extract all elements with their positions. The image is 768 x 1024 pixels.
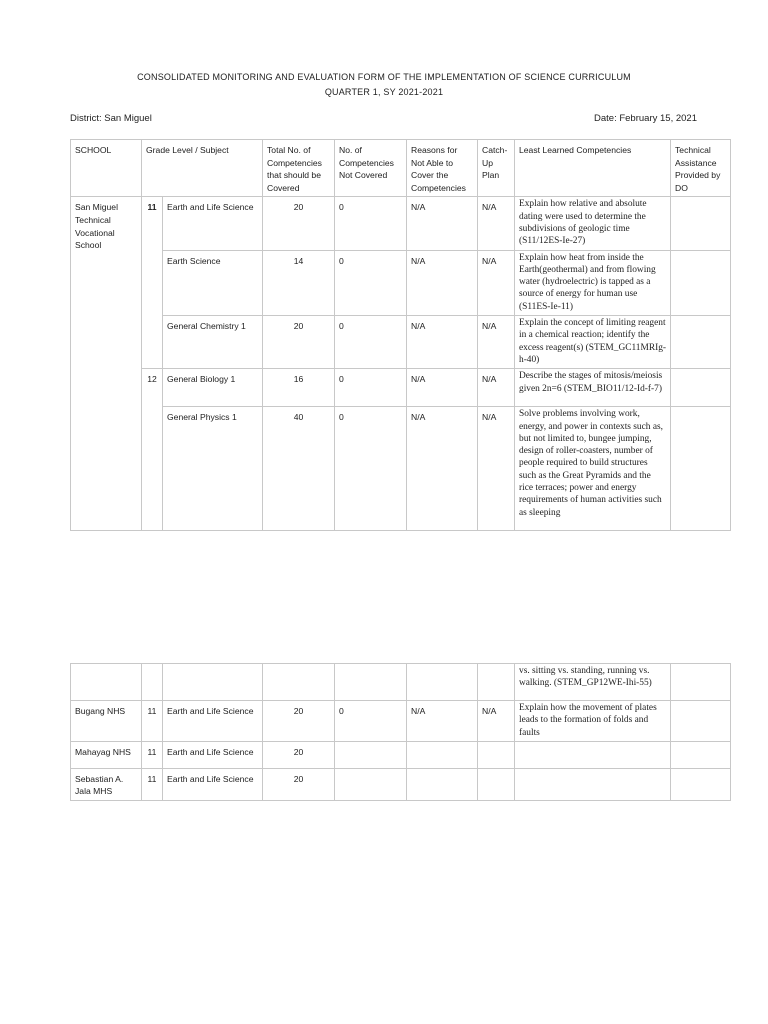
grade-cell: 11	[142, 768, 163, 800]
not-covered-cell: 0	[335, 197, 407, 250]
not-covered-cell	[335, 741, 407, 768]
total-cell: 20	[263, 741, 335, 768]
table-row	[71, 701, 731, 742]
not-covered-cell: 0	[335, 316, 407, 369]
catch-up-cell: N/A	[478, 316, 515, 369]
table-row	[71, 741, 731, 768]
subject-cell: General Biology 1	[163, 369, 263, 407]
not-covered-cell: 0	[335, 369, 407, 407]
least-learned-cell: Describe the stages of mitosis/meiosis given 2n=6 (STEM_BIO11/12-Id-f-7)	[515, 369, 671, 407]
least-learned-cell: Explain the concept of limiting reagent in a chemical reaction; identify the excess reagent(s) (STEM_GC11MRIg-h-40)	[515, 316, 671, 369]
total-cell: 20	[263, 768, 335, 800]
header-total: Total No. of Competencies that should be Covered	[263, 140, 335, 197]
not-covered-cell: 0	[335, 701, 407, 742]
district-label: District: San Miguel	[70, 113, 152, 124]
reasons-cell: N/A	[407, 701, 478, 742]
total-cell	[263, 664, 335, 701]
reasons-cell: N/A	[407, 369, 478, 407]
table-row	[71, 197, 731, 250]
reasons-cell: N/A	[407, 250, 478, 315]
table-row	[71, 316, 731, 369]
least-learned-cell: vs. sitting vs. standing, running vs. walking. (STEM_GP12WE-Ihi-55)	[515, 664, 671, 701]
header-row	[71, 140, 731, 197]
technical-cell	[671, 197, 731, 250]
catch-up-cell	[478, 741, 515, 768]
continuation-row	[71, 664, 731, 701]
grade-cell	[142, 664, 163, 701]
reasons-cell	[407, 664, 478, 701]
header-not-covered: No. of Competencies Not Covered	[335, 140, 407, 197]
technical-cell	[671, 316, 731, 369]
reasons-cell: N/A	[407, 407, 478, 531]
subject-cell	[163, 664, 263, 701]
grade-cell: 11	[142, 197, 163, 369]
table-row	[71, 250, 731, 315]
not-covered-cell: 0	[335, 250, 407, 315]
catch-up-cell: N/A	[478, 701, 515, 742]
monitoring-table-page2	[70, 663, 731, 801]
grade-cell: 12	[142, 369, 163, 531]
header-school: SCHOOL	[71, 140, 142, 197]
header-reasons: Reasons for Not Able to Cover the Competencies	[407, 140, 478, 197]
grade-cell: 11	[142, 741, 163, 768]
school-cell: Bugang NHS	[71, 701, 142, 742]
subject-cell: Earth and Life Science	[163, 741, 263, 768]
least-learned-cell	[515, 741, 671, 768]
least-learned-cell: Explain how the movement of plates leads to the formation of folds and faults	[515, 701, 671, 742]
school-cell: San Miguel Technical Vocational School	[71, 197, 142, 531]
header-technical: Technical Assistance Provided by DO	[671, 140, 731, 197]
total-cell: 20	[263, 197, 335, 250]
least-learned-cell: Solve problems involving work, energy, and power in contexts such as, but not limited to, bungee jumping, design of roller-coasters, number of people required to build structures such as the Great Pyramids and the rice terraces; power and energy requirements of human activities such as sleeping	[515, 407, 671, 531]
technical-cell	[671, 664, 731, 701]
subject-cell: Earth and Life Science	[163, 768, 263, 800]
technical-cell	[671, 701, 731, 742]
table-row	[71, 369, 731, 407]
form-subtitle: QUARTER 1, SY 2021-2021	[324, 87, 444, 97]
school-cell: Mahayag NHS	[71, 741, 142, 768]
school-cell	[71, 664, 142, 701]
technical-cell	[671, 250, 731, 315]
catch-up-cell	[478, 768, 515, 800]
technical-cell	[671, 741, 731, 768]
total-cell: 14	[263, 250, 335, 315]
catch-up-cell: N/A	[478, 250, 515, 315]
not-covered-cell	[335, 664, 407, 701]
technical-cell	[671, 369, 731, 407]
total-cell: 16	[263, 369, 335, 407]
technical-cell	[671, 768, 731, 800]
subject-cell: General Physics 1	[163, 407, 263, 531]
catch-up-cell	[478, 664, 515, 701]
subject-cell: Earth Science	[163, 250, 263, 315]
not-covered-cell: 0	[335, 407, 407, 531]
technical-cell	[671, 407, 731, 531]
least-learned-cell: Explain how relative and absolute dating were used to determine the subdivisions of geologic time (S11/12ES-Ie-27)	[515, 197, 671, 250]
table-row	[71, 768, 731, 800]
not-covered-cell	[335, 768, 407, 800]
subject-cell: Earth and Life Science	[163, 701, 263, 742]
reasons-cell: N/A	[407, 197, 478, 250]
form-title: CONSOLIDATED MONITORING AND EVALUATION FORM OF THE IMPLEMENTATION OF SCIENCE CURRICULUM	[137, 72, 631, 82]
catch-up-cell: N/A	[478, 369, 515, 407]
date-label: Date: February 15, 2021	[594, 113, 697, 124]
total-cell: 20	[263, 701, 335, 742]
least-learned-cell	[515, 768, 671, 800]
header-catch-up: Catch-Up Plan	[478, 140, 515, 197]
grade-cell: 11	[142, 701, 163, 742]
reasons-cell	[407, 741, 478, 768]
catch-up-cell: N/A	[478, 197, 515, 250]
subject-cell: Earth and Life Science	[163, 197, 263, 250]
reasons-cell	[407, 768, 478, 800]
monitoring-table-page1	[70, 139, 731, 531]
catch-up-cell: N/A	[478, 407, 515, 531]
reasons-cell: N/A	[407, 316, 478, 369]
header-least-learned: Least Learned Competencies	[515, 140, 671, 197]
table-row	[71, 407, 731, 531]
least-learned-cell: Explain how heat from inside the Earth(geothermal) and from flowing water (hydroelectric) is tapped as a source of energy for human use (S11ES-Ie-11)	[515, 250, 671, 315]
header-grade-subject: Grade Level / Subject	[142, 140, 263, 197]
school-cell: Sebastian A. Jala MHS	[71, 768, 142, 800]
total-cell: 20	[263, 316, 335, 369]
total-cell: 40	[263, 407, 335, 531]
subject-cell: General Chemistry 1	[163, 316, 263, 369]
